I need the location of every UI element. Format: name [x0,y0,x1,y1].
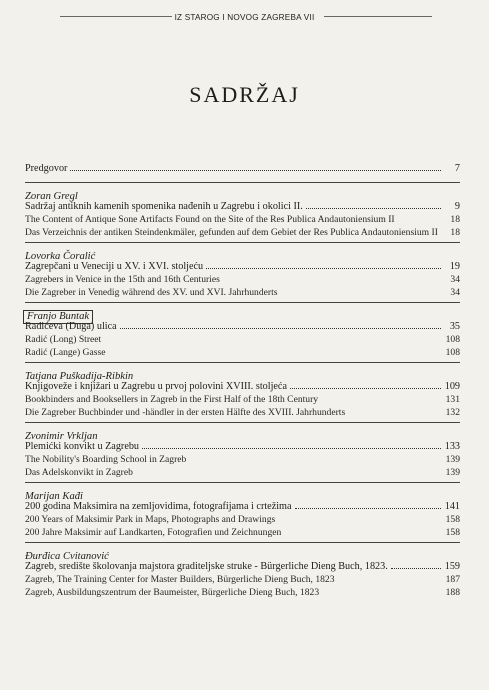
section-author: Franjo Buntak [23,310,93,324]
section-divider [25,542,460,543]
section-author: Tatjana Puškadija-Ribkin [25,371,134,382]
toc-entry [25,440,460,453]
toc-entry-label: Bookbinders and Booksellers in Zagreb in the First Half of the 18th Century [25,394,319,405]
section-author: Zoran Gregl [25,191,78,202]
dot-leader [206,268,441,269]
toc-entry-label: Zagrepčani u Veneciji u XV. i XVI. stoljeću [25,261,204,272]
toc-entry [25,500,460,513]
toc-entry-label: Knjigoveže i knjižari u Zagrebu u prvoj polovini XVIII. stoljeća [25,381,287,392]
section-author: Đurđica Cvitanović [25,551,109,562]
toc-entry-page: 19 [449,261,460,272]
toc-entry-page: 188 [445,587,460,598]
toc-entry [25,513,460,526]
toc-entry-page: 158 [445,527,460,538]
dot-leader [391,568,441,569]
toc-entry [25,380,460,393]
toc-entry [25,260,460,273]
toc-entry [25,226,460,239]
running-head [0,10,489,24]
toc-entry-page: 139 [445,467,460,478]
section-author-row [25,306,460,320]
section-divider [25,422,460,423]
toc-entry-page: 132 [445,407,460,418]
toc-entry-label: Radić (Long) Street [25,334,102,345]
toc-entry-page: 35 [449,321,460,332]
toc-entry [25,453,460,466]
toc-entry-page: 18 [450,214,460,225]
toc-entry-label: 200 Years of Maksimir Park in Maps, Photographs and Drawings [25,514,276,525]
toc-entry-label: Zagreb, The Training Center for Master Builders, Bürgerliche Dieng Buch, 1823 [25,574,335,585]
section-divider [25,362,460,363]
toc-entry-page: 187 [445,574,460,585]
toc-entry [25,526,460,539]
toc-entry [25,200,460,213]
section-divider [25,302,460,303]
toc-entry-label: Sadržaj antiknih kamenih spomenika nađenih u Zagrebu i okolici II. [25,201,303,212]
toc-entry [25,213,460,226]
dot-leader [70,170,441,171]
section-author: Marijan Kađi [25,491,83,502]
toc-entry-page: 34 [450,274,460,285]
dot-leader [290,388,441,389]
section-author-row [25,186,460,200]
toc-entry-page: 7 [454,163,460,174]
toc-entry-label: The Nobility's Boarding School in Zagreb [25,454,187,465]
section-author-row [25,366,460,380]
toc-entry-page: 158 [445,514,460,525]
toc-entry-label: 200 godina Maksimira na zemljovidima, fotografijama i crtežima [25,501,292,512]
section-author-row [25,546,460,560]
toc-entry-page: 131 [445,394,460,405]
toc-entry-label: Zagrebers in Venice in the 15th and 16th Centuries [25,274,220,285]
table-of-contents [25,162,460,599]
section-author: Lovorka Čoralić [25,251,96,262]
toc-entry-page: 34 [450,287,460,298]
section-divider [25,482,460,483]
toc-entry-label: Radićeva (Duga) ulica [25,321,117,332]
toc-entry-label: Die Zagreber Buchbinder und -händler in der ersten Hälfte des XVIII. Jahrhunderts [25,407,346,418]
toc-entry-label: Predgovor [25,163,68,174]
toc-entry-label: Das Verzeichnis der antiken Steindenkmäler, gefunden auf dem Gebiet der Res Publica Andautoniensium II [25,227,438,238]
toc-entry-page: 18 [450,227,460,238]
toc-entry [25,346,460,359]
dot-leader [306,208,441,209]
toc-entry-label: Plemićki konvikt u Zagrebu [25,441,140,452]
toc-entry-page: 139 [445,454,460,465]
dot-leader [295,508,442,509]
toc-entry-label: Zagreb, središte školovanja majstora graditeljske struke - Bürgerliche Dieng Buch, 1823. [25,561,388,572]
toc-entry [25,333,460,346]
toc-entry-page: 108 [445,347,460,358]
toc-entry-label: Die Zagreber in Venedig während des XV. und XVI. Jahrhunderts [25,287,278,298]
toc-entry-label: Zagreb, Ausbildungszentrum der Baumeister, Bürgerliche Dieng Buch, 1823 [25,587,320,598]
toc-entry-page: 133 [444,441,460,452]
toc-entry [25,466,460,479]
section-divider [25,182,460,183]
toc-entry-label: The Content of Antique Sone Artifacts Found on the Site of the Res Publica Andautoniensium II [25,214,395,225]
toc-entry [25,406,460,419]
toc-entry-page: 141 [444,501,460,512]
toc-entry [25,586,460,599]
toc-entry [25,393,460,406]
toc-entry [25,286,460,299]
toc-entry-label: Radić (Lange) Gasse [25,347,106,358]
toc-entry-page: 108 [445,334,460,345]
section-author-row [25,486,460,500]
toc-entry-label: 200 Jahre Maksimir auf Landkarten, Fotografien und Zeichnungen [25,527,282,538]
toc-entry-label: Das Adelskonvikt in Zagreb [25,467,133,478]
toc-entry-page: 9 [454,201,460,212]
toc-entry-page: 109 [444,381,460,392]
dot-leader [142,448,441,449]
toc-entry-preface [25,162,460,175]
section-author-row [25,426,460,440]
running-head-text: IZ STAROG I NOVOG ZAGREBA VII [174,12,315,22]
section-author-row [25,246,460,260]
toc-entry [25,560,460,573]
toc-entry [25,273,460,286]
dot-leader [120,328,441,329]
running-head-rule-right [324,16,432,17]
page-title: SADRŽAJ [189,82,300,107]
toc-entry [25,320,460,333]
section-divider [25,242,460,243]
section-author: Zvonimir Vrkljan [25,431,98,442]
toc-entry-page: 159 [444,561,460,572]
running-head-rule-left [60,16,172,17]
toc-entry [25,573,460,586]
